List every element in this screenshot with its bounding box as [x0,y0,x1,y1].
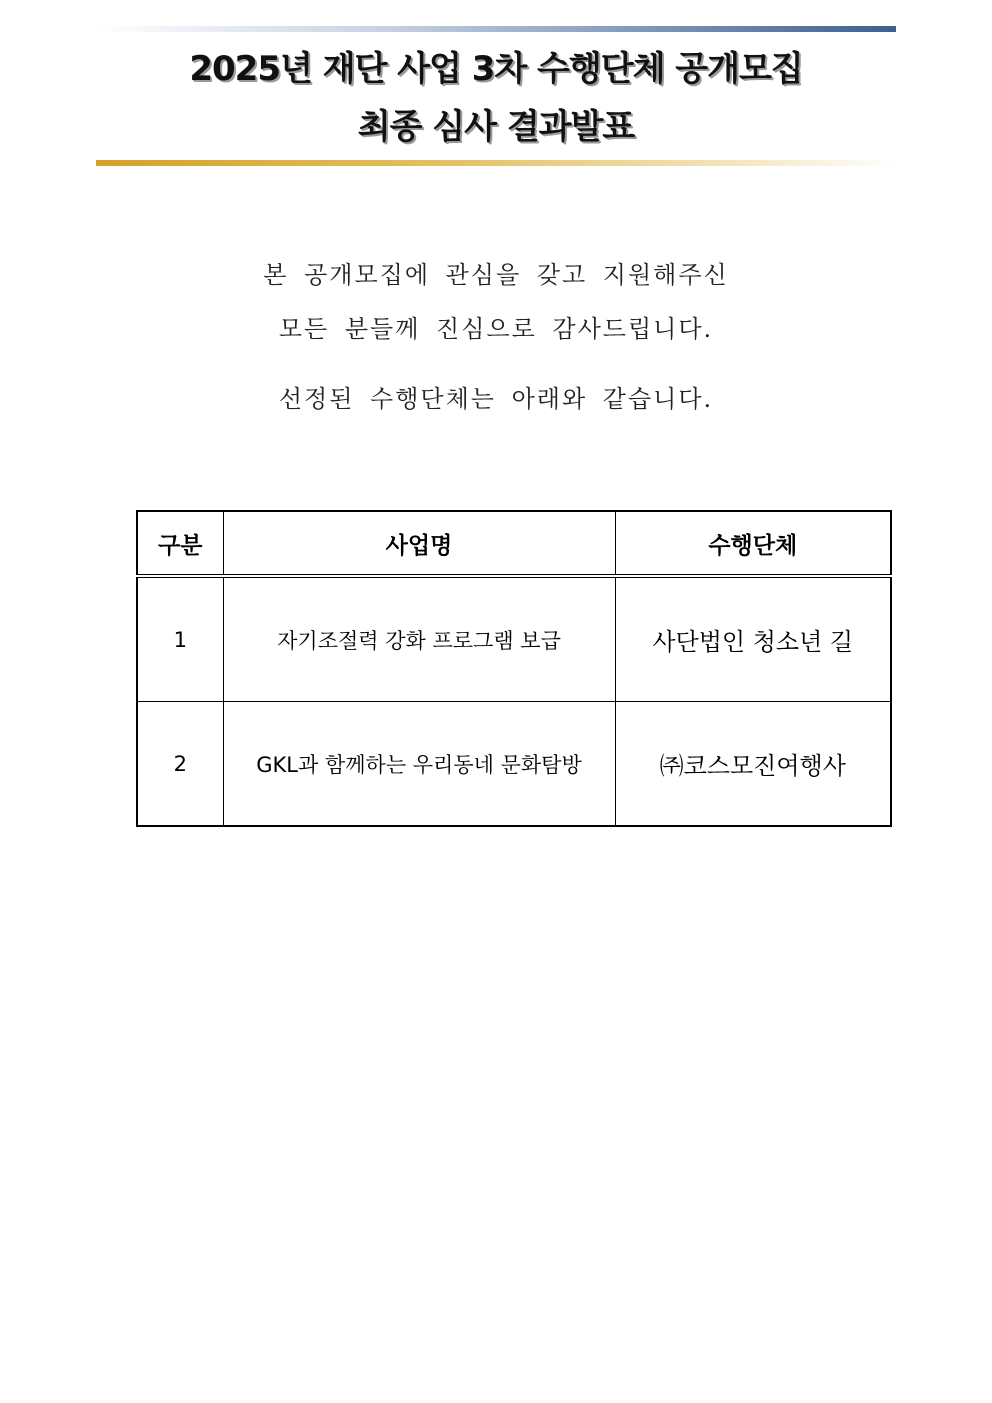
intro-line-2: 모든 분들께 진심으로 감사드립니다. [278,315,714,343]
intro-message [96,248,896,426]
header-category: 구분 [137,511,223,576]
row-number: 2 [137,702,223,827]
page-title-line-1: 2025년 재단 사업 3차 수행단체 공개모집 [189,49,803,89]
selection-results-table [136,510,892,827]
header-organization: 수행단체 [615,511,891,576]
title-top-rule [96,26,896,32]
row-number: 1 [137,576,223,702]
table-header-row [137,511,891,576]
header-project-name: 사업명 [223,511,615,576]
page-title [96,40,896,156]
page-title-line-2: 최종 심사 결과발표 [357,107,635,147]
project-name: 자기조절력 강화 프로그램 보급 [223,576,615,702]
title-bottom-rule [96,160,896,166]
organization-name: 사단법인 청소년 길 [615,576,891,702]
intro-line-3: 선정된 수행단체는 아래와 같습니다. [278,385,714,413]
project-name: GKL과 함께하는 우리동네 문화탐방 [223,702,615,827]
table-row [137,702,891,827]
intro-line-1: 본 공개모집에 관심을 갖고 지원해주신 [263,261,729,289]
table-row [137,576,891,702]
organization-name: ㈜코스모진여행사 [615,702,891,827]
